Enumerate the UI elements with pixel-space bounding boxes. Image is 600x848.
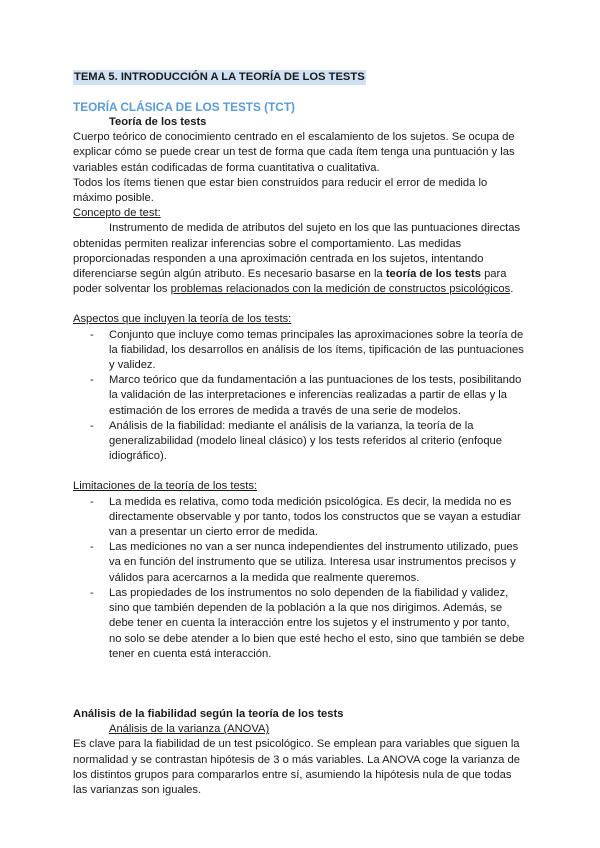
paragraph-anova: Es clave para la fiabilidad de un test psicológico. Se emplean para variables que siguen la normalidad y se contrastan hipótesis de 3 o más variables. La ANOVA coge la varianza de los distintos grupos para compararlos entre sí, asumiendo la hipótesis nula de que todas las varianzas son iguales. (73, 738, 520, 796)
dash-bullet: - (90, 328, 94, 341)
aspects-list (73, 328, 525, 465)
subheading-teoria-tests: Teoría de los tests (109, 116, 207, 129)
subheading-anova: Análisis de la varianza (ANOVA) (109, 723, 270, 736)
dash-bullet: - (90, 541, 94, 554)
list-item (73, 373, 525, 419)
concept-text-bold: teoría de los tests (385, 268, 481, 281)
dash-bullet: - (90, 374, 94, 387)
concept-paragraph (73, 221, 525, 297)
concept-text-b: para poder solventar los (73, 268, 507, 296)
dash-bullet: - (90, 586, 94, 599)
aspect-text: Conjunto que incluye como temas principales las aproximaciones sobre la teoría de la fiabilidad, los desarrollos en análisis de los ítems, tipificación de las puntuaciones y validez. (109, 328, 524, 372)
dash-bullet: - (90, 495, 94, 508)
concept-label: Concepto de test: (73, 207, 161, 220)
document-content (73, 70, 525, 798)
spacer (73, 662, 525, 692)
list-item (73, 540, 525, 586)
list-item (73, 495, 525, 541)
spacer (73, 692, 525, 707)
limits-list (73, 495, 525, 662)
spacer (73, 297, 525, 312)
aspect-text: Marco teórico que da fundamentación a las puntuaciones de los tests, posibilitando la validación de las interpretaciones e inferencias realizadas a partir de ellas y la estimación de los errores de medida a través de una serie de modelos. (109, 374, 522, 417)
limit-text: La medida es relativa, como toda medición psicológica. Es decir, la medida no es directamente observable y por tanto, todos los constructos que se vayan a estudiar van a presentar un cierto error de medida. (109, 495, 521, 539)
aspects-label: Aspectos que incluyen la teoría de los tests: (73, 313, 292, 326)
section-heading-tct: TEORÍA CLÁSICA DE LOS TESTS (TCT) (73, 100, 295, 115)
list-item (73, 586, 525, 662)
paragraph-items: Todos los ítems tienen que estar bien construidos para reducir el error de medida lo máximo posible. (73, 176, 488, 205)
list-item (73, 419, 525, 465)
document-title: TEMA 5. INTRODUCCIÓN A LA TEORÍA DE LOS TESTS (74, 71, 365, 83)
paragraph-cuerpo-teorico: Cuerpo teórico de conocimiento centrado en el escalamiento de los sujetos. Se ocupa de explicar cómo se puede crear un test de forma que cada ítem tenga una puntuación y las variables están codificadas de forma cuantitativa o cualitativa. (73, 131, 515, 174)
limits-label: Limitaciones de la teoría de los tests: (73, 480, 258, 493)
concept-text-end: . (510, 283, 514, 296)
list-item (73, 328, 525, 374)
limit-text: Las mediciones no van a ser nunca independientes del instrumento utilizado, pues va en función del instrumento que se utiliza. Interesa usar instrumentos precisos y válidos para acercarnos a la medida que realmente queremos. (109, 541, 519, 584)
aspect-text: Análisis de la fiabilidad: mediante el análisis de la varianza, la teoría de la generalizabilidad (modelo lineal clásico) y los tests referidos al criterio (enfoque idiográfico). (109, 419, 502, 463)
dash-bullet: - (90, 419, 94, 432)
section-heading-fiabilidad: Análisis de la fiabilidad según la teoría de los tests (73, 707, 344, 720)
limit-text: Las propiedades de los instrumentos no solo dependen de la fiabilidad y validez, sino que también dependen de la población a la que nos dirigimos. Además, se debe tener en cuenta la interacción entre los sujetos y el instrumento y por tanto, no solo se debe atender a lo bien que esté hecho el esto, sino que también se debe tener en cuenta está interacción. (109, 586, 525, 660)
concept-text-a: Instrumento de medida de atributos del sujeto en los que las puntuaciones directas obtenidas permiten realizar inferencias sobre el comportamiento. Las medidas proporcionadas responden a una aproximación centrada en los sujetos, intentando diferenciarse según algún atributo. Es necesario basarse en la (73, 222, 521, 281)
concept-text-underlined: problemas relacionados con la medición de constructos psicológicos (170, 283, 511, 296)
spacer (73, 464, 525, 479)
